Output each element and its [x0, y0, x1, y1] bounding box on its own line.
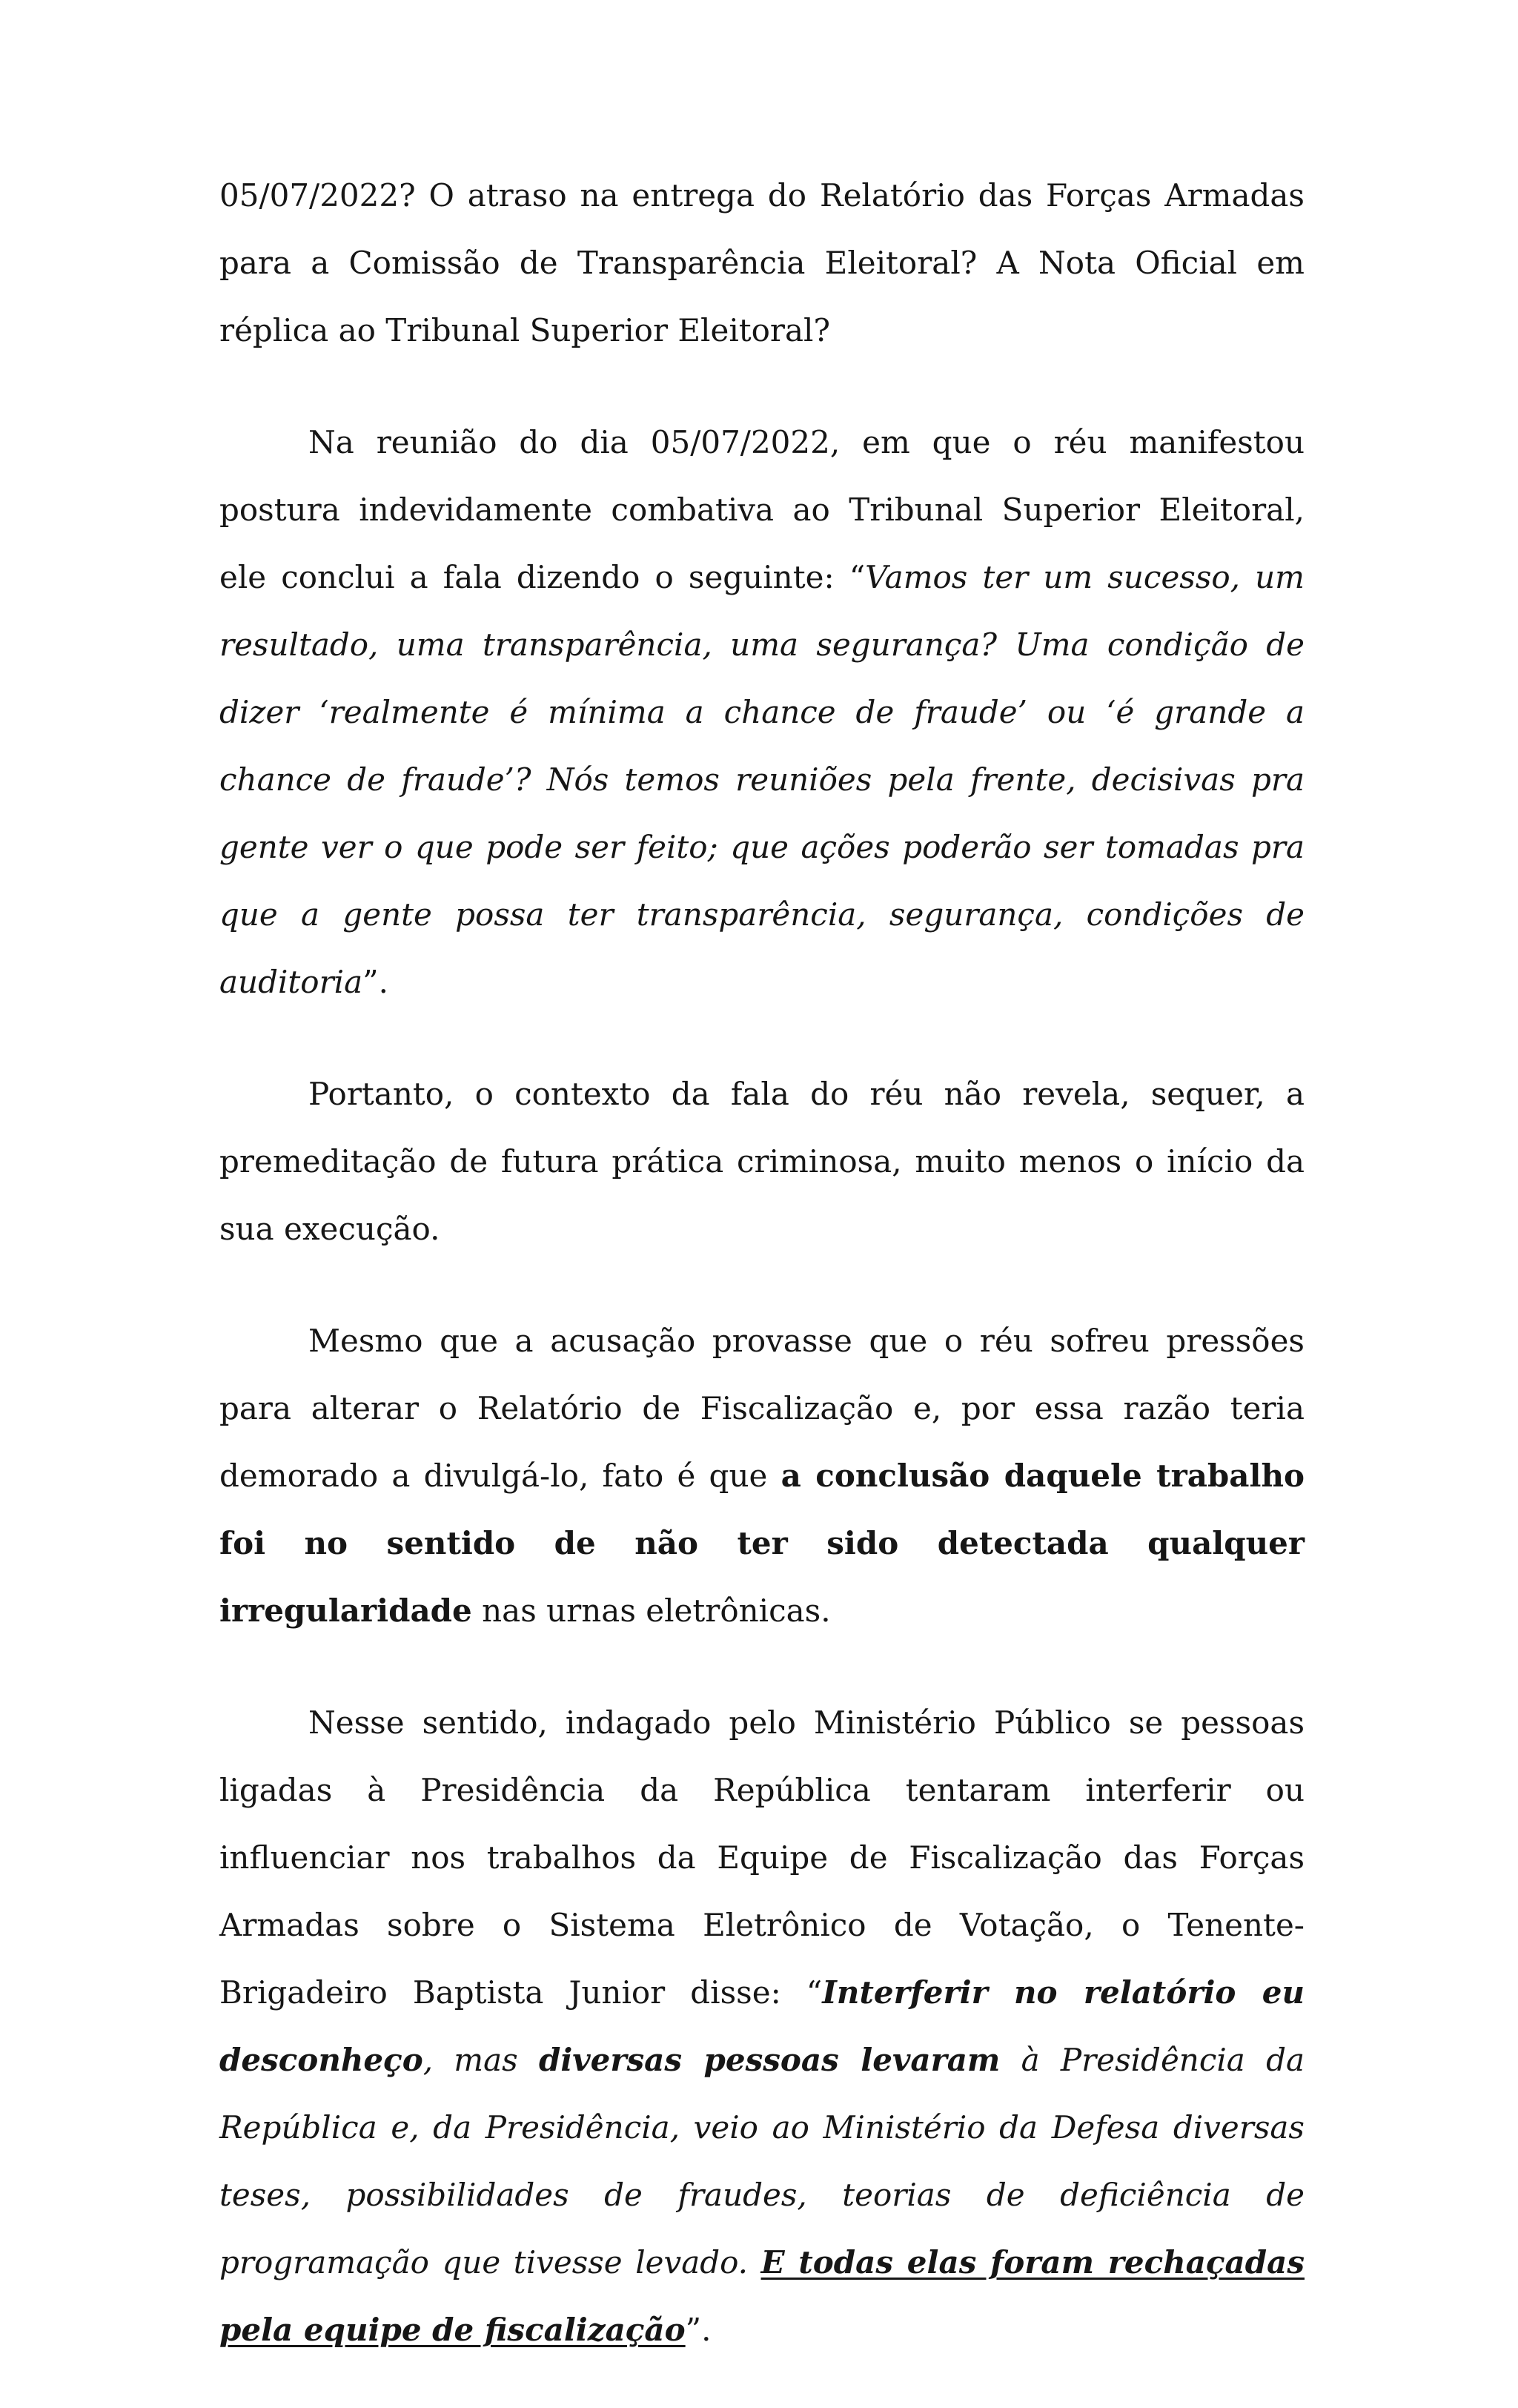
paragraph-2-quote: Vamos ter um sucesso, um resultado, uma transparência, uma segurança? Uma condição de dizer ‘realmente é mínima a chance de fraude’ ou ‘é grande a chance de fraude’? Nós temos reuniões pela frente, decisivas pra gente ver o que pode ser feito; que ações poderão ser tomadas pra que a gente possa ter transparência, segurança, condições de auditoria: [219, 559, 1305, 1000]
paragraph-5-quote-italic-2: à Presidência da República e, da Presidência, veio ao Ministério da Defesa diversas teses, possibilidades de fraudes, teorias de deficiência de programação que tivesse levado.: [219, 2042, 1305, 2280]
paragraph-1: [219, 162, 1305, 364]
paragraph-5-quote-bold-1: Interferir no relatório eu desconheço: [219, 1974, 1305, 2078]
paragraph-3-text: Portanto, o contexto da fala do réu não revela, sequer, a premeditação de futura prática criminosa, muito menos o início da sua execução.: [219, 1076, 1305, 1247]
paragraph-5-intro: Nesse sentido, indagado pelo Ministério Público se pessoas ligadas à Presidência da República tentaram interferir ou influenciar nos trabalhos da Equipe de Fiscalização das Forças Armadas sobre o Sistema Eletrônico de Votação, o Tenente-Brigadeiro Baptista Junior disse: “: [219, 1704, 1305, 2011]
paragraph-5-outro: ”.: [685, 2312, 712, 2348]
paragraph-4-outro: nas urnas eletrônicas.: [471, 1592, 831, 1629]
paragraph-5: [219, 1689, 1305, 2364]
paragraph-2-intro: Na reunião do dia 05/07/2022, em que o réu manifestou postura indevidamente combativa ao Tribunal Superior Eleitoral, ele conclui a fala dizendo o seguinte: “: [219, 424, 1305, 595]
paragraph-5-quote-bold-2: diversas pessoas levaram: [538, 2042, 1001, 2078]
paragraph-5-quote-italic-1: , mas: [422, 2042, 539, 2078]
paragraph-2-outro: ”.: [362, 964, 388, 1000]
paragraph-3: [219, 1060, 1305, 1263]
paragraph-4-intro: Mesmo que a acusação provasse que o réu sofreu pressões para alterar o Relatório de Fiscalização e, por essa razão teria demorado a divulgá-lo, fato é que: [219, 1323, 1305, 1494]
paragraph-4-bold-conclusion: a conclusão daquele trabalho foi no sentido de não ter sido detectada qualquer irregularidade: [219, 1458, 1305, 1629]
paragraph-1-text: 05/07/2022? O atraso na entrega do Relatório das Forças Armadas para a Comissão de Transparência Eleitoral? A Nota Oficial em réplica ao Tribunal Superior Eleitoral?: [219, 177, 1305, 348]
paragraph-4: [219, 1307, 1305, 1644]
paragraph-2: [219, 408, 1305, 1016]
paragraph-5-quote-underlined: E todas elas foram rechaçadas pela equipe de fiscalização: [219, 2244, 1305, 2348]
document-body: [219, 162, 1305, 2408]
